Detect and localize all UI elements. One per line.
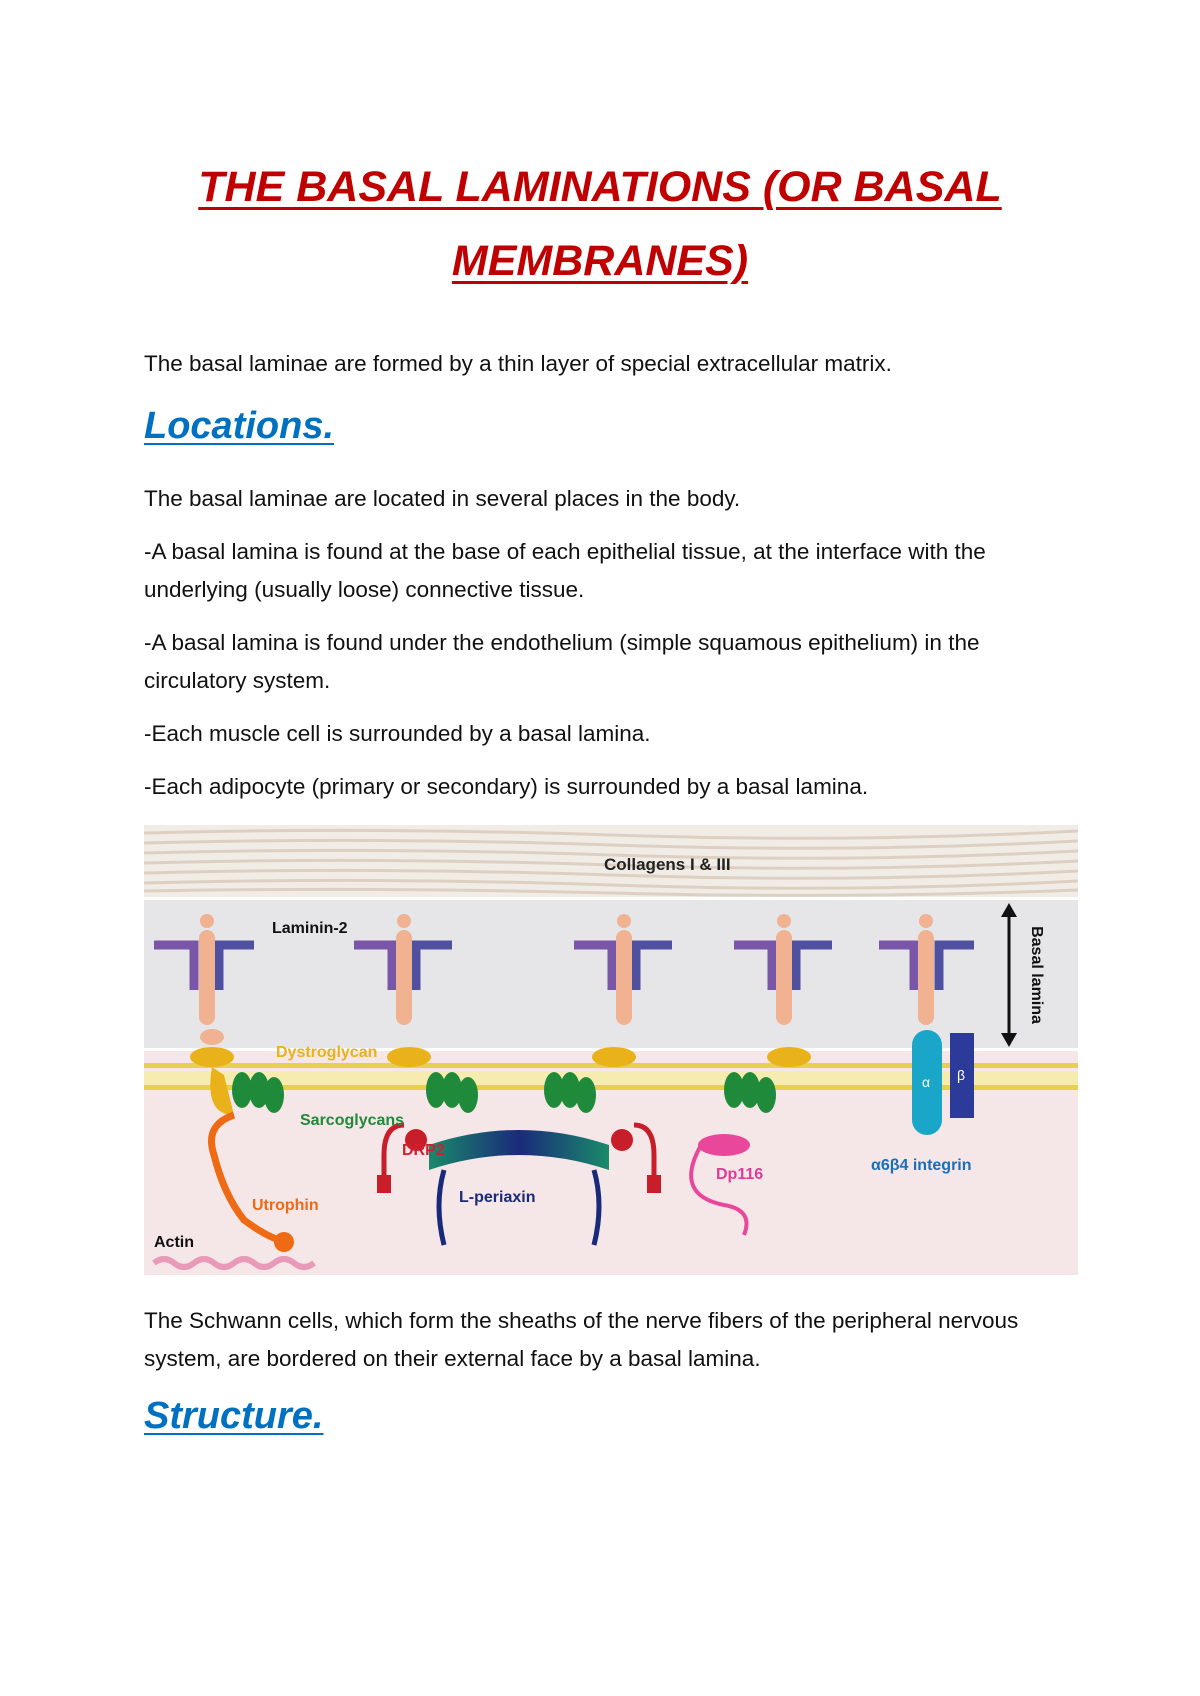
collagens-label: Collagens I & III — [604, 855, 731, 874]
utrophin-label: Utrophin — [252, 1197, 319, 1214]
location-item-muscle: -Each muscle cell is surrounded by a basal lamina. — [144, 721, 651, 746]
page-title-line-1: THE BASAL LAMINATIONS (OR BASAL — [198, 163, 1002, 211]
locations-heading: Locations. — [144, 405, 335, 447]
schwann-paragraph: The Schwann cells, which form the sheaths of the nerve fibers of the peripheral nervous system, are bordered on their external face by a basal lamina. — [144, 1308, 1019, 1371]
dp116-label: Dp116 — [716, 1166, 764, 1183]
location-item-adipocyte: -Each adipocyte (primary or secondary) is surrounded by a basal lamina. — [144, 774, 869, 799]
location-item-epithelial: -A basal lamina is found at the base of each epithelial tissue, at the interface with the underlying (usually loose) connective tissue. — [144, 539, 986, 602]
actin-label: Actin — [154, 1234, 194, 1251]
integrin-label: α6β4 integrin — [871, 1157, 972, 1174]
dystroglycan-label: Dystroglycan — [276, 1044, 378, 1061]
basal-lamina-diagram — [144, 825, 1078, 1275]
svg-text:β: β — [957, 1067, 966, 1083]
svg-text:α: α — [922, 1074, 931, 1090]
location-item-endothelium: -A basal lamina is found under the endothelium (simple squamous epithelium) in the circulatory system. — [144, 630, 980, 693]
l-periaxin-label: L-periaxin — [459, 1189, 536, 1206]
laminin-label: Laminin-2 — [272, 920, 348, 937]
sarcoglycans-label: Sarcoglycans — [300, 1112, 405, 1129]
structure-heading: Structure. — [144, 1395, 324, 1437]
locations-lead: The basal laminae are located in several places in the body. — [144, 486, 741, 511]
page-title-line-2: MEMBRANES) — [451, 237, 749, 285]
drp2-label: DRP2 — [402, 1142, 445, 1159]
basal-lamina-label: Basal lamina — [1028, 926, 1045, 1024]
intro-paragraph: The basal laminae are formed by a thin layer of special extracellular matrix. — [144, 351, 892, 376]
diagram-svg — [144, 825, 1078, 1275]
